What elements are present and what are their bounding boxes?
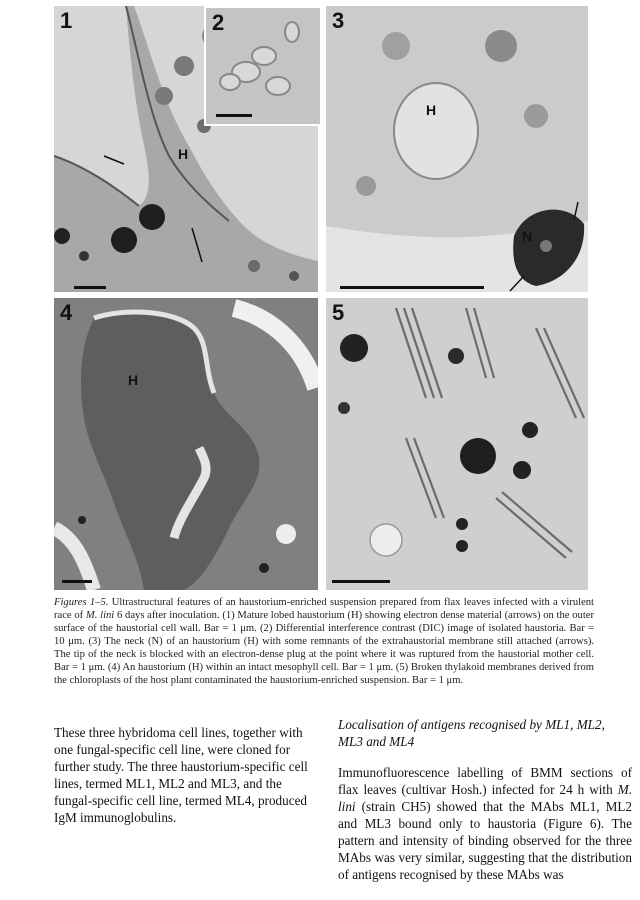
micrograph-3	[326, 6, 588, 292]
right-species: M. lini	[338, 782, 632, 814]
right-text-b: (strain CH5) showed that the MAbs ML1, ML2 and ML3 bound only to haustoria (Figure 6). The pattern and intensity of binding observed for the three MAbs was very similar, suggesting that the distribution of antigens recognised by these MAbs was	[338, 799, 632, 882]
right-column	[338, 716, 632, 883]
figure-panel-5	[326, 298, 588, 590]
panel-2-label: 2	[212, 10, 225, 35]
panel-3-mark-h: H	[426, 102, 437, 118]
panel-3-label: 3	[332, 8, 345, 33]
figure-ref: Figures 1–5.	[54, 597, 109, 608]
right-paragraph	[338, 764, 632, 883]
figure-panel-2	[204, 6, 322, 126]
panel-3-scale-bar	[340, 286, 484, 289]
panel-4-mark-h: H	[128, 372, 139, 388]
figure-caption	[54, 596, 594, 687]
figure-panel-4	[54, 298, 318, 590]
section-heading: Localisation of antigens recognised by ML1, ML2, ML3 and ML4	[338, 717, 605, 749]
panel-4-label: 4	[60, 300, 73, 325]
left-paragraph: These three hybridoma cell lines, together with one fungal-specific cell line, were cloned for further study. The three haustorium-specific cell lines, termed ML1, ML2 and ML3, and the fungal-specific cell line, termed ML4, produced IgM immunoglobulins.	[54, 725, 308, 825]
panel-1-label: 1	[60, 8, 73, 33]
micrograph-5	[326, 298, 588, 590]
figure-panel-3	[326, 6, 588, 292]
micrograph-4	[54, 298, 318, 590]
left-column	[54, 724, 316, 826]
panel-4-scale-bar	[62, 580, 92, 583]
panel-1-mark-h: H	[178, 146, 189, 162]
caption-species: M. lini	[85, 610, 115, 621]
caption-text-a: Ultrastructural features of an haustorium-enriched suspension prepared from flax leaves infected with a virulent race of	[54, 597, 595, 621]
panel-5-label: 5	[332, 300, 345, 325]
panel-1-scale-bar	[74, 286, 106, 289]
panel-5-scale-bar	[332, 580, 390, 583]
caption-text-b: 6 days after inoculation. (1) Mature lobed haustorium (H) showing electron dense material (arrows) on the outer surface of the haustorial cell wall. Bar = 1 μm. (2) Differential interference contrast (DIC) image of isolated haustoria. Bar = 10 μm. (3) The neck (N) of an haustorium (H) with some remnants of the extrahaustorial membrane still attached (arrows). The tip of the neck is blocked with an electron-dense plug at the point where it was ruptured from the haustorial mother cell. Bar = 1 μm. (4) An haustorium (H) within an intact mesophyll cell. Bar = 1 μm. (5) Broken thylakoid membranes derived from the chloroplasts of the host plant contaminated the haustorium-enriched suspension. Bar = 1 μm.	[54, 610, 594, 686]
panel-3-mark-n: N	[522, 228, 533, 244]
panel-2-scale-bar	[216, 114, 252, 117]
right-text-a: Immunofluorescence labelling of BMM sections of flax leaves (cultivar Hosh.) infected for 24 h with	[338, 765, 632, 797]
